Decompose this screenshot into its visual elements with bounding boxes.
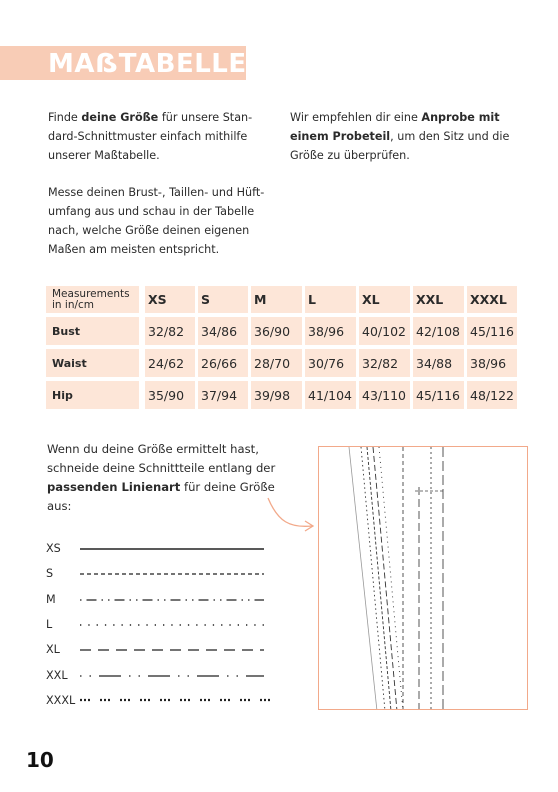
pattern-preview: [318, 446, 528, 710]
table-cell: 30/76: [305, 349, 356, 377]
table-cell: 38/96: [467, 349, 517, 377]
intro-paragraph-2: Messe deinen Brust-, Taillen- und Hüft-umfang aus und schau in der Tabelle nach, welche Größe deinen eigenen Maßen am meisten entspricht.: [48, 186, 265, 256]
legend-size-label: XXL: [46, 669, 68, 682]
intro-emphasis: Anprobe mit einem Probeteil: [290, 111, 500, 143]
legend-size-label: XXXL: [46, 694, 76, 707]
legend-size-label: S: [46, 567, 54, 580]
table-cell: 45/116: [467, 317, 517, 345]
table-cell: 26/66: [198, 349, 248, 377]
table-cell: 37/94: [198, 381, 248, 409]
cut-text: für deine Größe aus:: [47, 480, 275, 513]
intro-text: , um den Sitz und die Größe zu überprüfen.: [290, 130, 510, 162]
intro-text: für unsere Stan-dard-Schnittmuster einfach mithilfe unserer Maßtabelle.: [48, 111, 253, 162]
table-cell: 48/122: [467, 381, 517, 409]
table-cell: 32/82: [359, 349, 410, 377]
row-label: Bust: [46, 317, 139, 345]
page-title: MAẞTABELLE: [48, 49, 247, 79]
size-header: XXXL: [467, 286, 517, 313]
legend-size-label: XS: [46, 542, 61, 555]
size-header: M: [251, 286, 302, 313]
size-header: S: [198, 286, 248, 313]
legend-size-label: M: [46, 593, 56, 606]
row-label: Waist: [46, 349, 139, 377]
intro-text: Finde: [48, 111, 82, 124]
table-cell: 40/102: [359, 317, 410, 345]
table-cell: 35/90: [145, 381, 195, 409]
table-cell: 34/86: [198, 317, 248, 345]
table-cell: 42/108: [413, 317, 464, 345]
intro-paragraph-3: [290, 108, 520, 165]
table-cell: 32/82: [145, 317, 195, 345]
intro-paragraph-1: [48, 108, 278, 165]
table-cell: 24/62: [145, 349, 195, 377]
legend-size-label: L: [46, 618, 53, 631]
cut-emphasis: passenden Linienart: [47, 480, 181, 494]
table-cell: 45/116: [413, 381, 464, 409]
table-cell: 38/96: [305, 317, 356, 345]
intro-emphasis: deine Größe: [81, 111, 159, 124]
cut-instructions: [47, 440, 287, 516]
row-label: Hip: [46, 381, 139, 409]
cut-text: Wenn du deine Größe ermittelt hast, schneide deine Schnittteile entlang der: [47, 442, 276, 475]
intro-text: Wir empfehlen dir eine: [290, 111, 422, 124]
size-header: XL: [359, 286, 410, 313]
size-header: XS: [145, 286, 195, 313]
table-cell: 28/70: [251, 349, 302, 377]
size-header: L: [305, 286, 356, 313]
pattern-lines-graphic: [319, 447, 528, 710]
table-cell: 43/110: [359, 381, 410, 409]
table-cell: 39/98: [251, 381, 302, 409]
page-number: 10: [26, 748, 54, 772]
legend-size-label: XL: [46, 643, 60, 656]
table-cell: 34/88: [413, 349, 464, 377]
table-cell: 41/104: [305, 381, 356, 409]
size-header: XXL: [413, 286, 464, 313]
table-corner-header: Measurements in in/cm: [46, 286, 139, 313]
table-cell: 36/90: [251, 317, 302, 345]
